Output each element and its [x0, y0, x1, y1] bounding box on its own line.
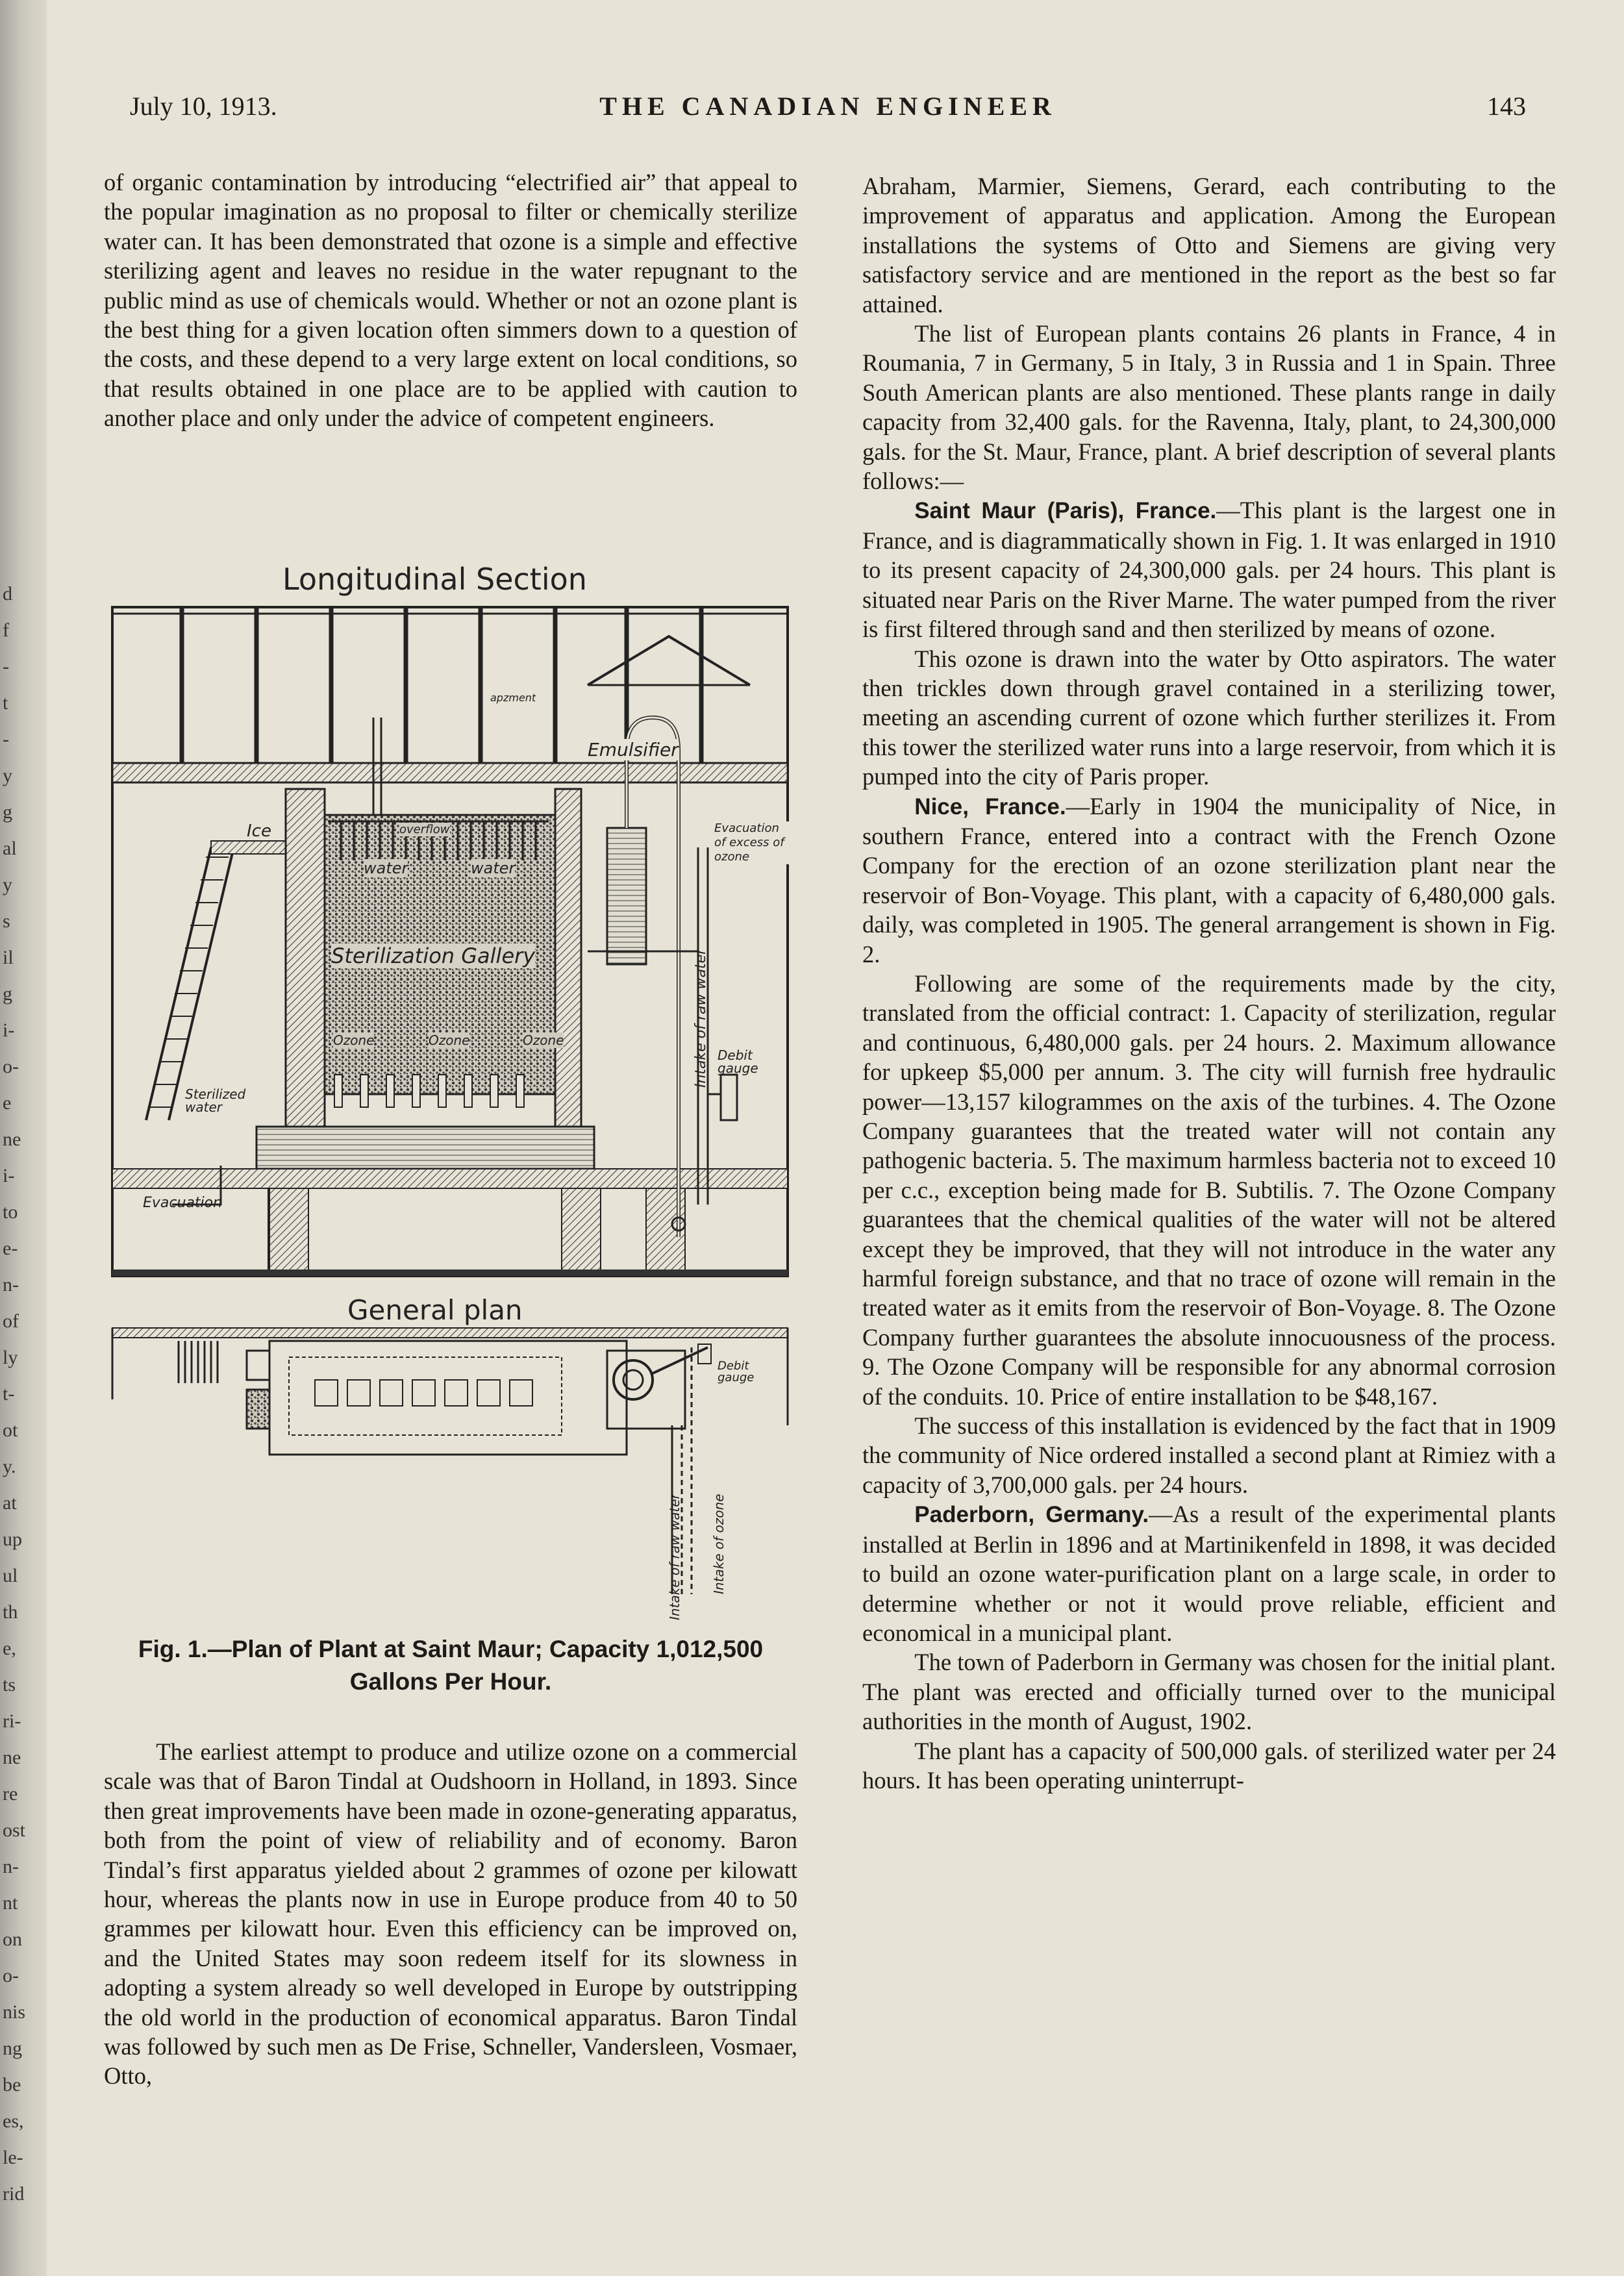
paragraph — [862, 1499, 1556, 1647]
paragraph — [862, 792, 1556, 969]
page-number: 143 — [1487, 92, 1526, 121]
debit-gauge-section-label: Debit gauge — [718, 1047, 758, 1076]
paragraph — [862, 495, 1556, 644]
left-column-bottom — [104, 1737, 797, 2091]
ice-label: Ice — [247, 821, 271, 841]
gutter-fragment: le- — [3, 2147, 23, 2168]
gutter-fragment: of — [3, 1310, 19, 1332]
gutter-fragment: s — [3, 910, 10, 932]
binding-gutter — [0, 0, 47, 2276]
paragraph: of organic contamination by introducing “electrified air” that appeal to the popular imagination as no proposal to filter or chemically sterilize water can. It has been demonstrated that ozone is a simple and effective sterilizing agent and leaves no residue in the water repugnant to the public mind as use of chemicals would. Whether or not an ozone plant is the best thing for a given location often simmers down to a question of the costs, and these depend to a very large extent on local conditions, so that results obtained in one place are to be applied with caution to another place and only under the advice of competent engineers. — [104, 169, 797, 432]
gutter-fragment: ne — [3, 1747, 21, 1768]
paragraph-text: —Early in 1904 the municipality of Nice, in southern France, entered into a contract with the French Ozone Company for the erection of an ozone sterilization plant near the reservoir of Bon-Voyage. This plant, with a capacity of 6,480,000 gals. daily, was completed in 1905. The general arrangement is shown in Fig. 2. — [862, 792, 1556, 968]
paragraph: The success of this installation is evidenced by the fact that in 1909 the community of Nice ordered installed a second plant at Rimiez with a capacity of 3,700,000 gals. per 24 hours. — [862, 1412, 1556, 1498]
gutter-fragment: e — [3, 1092, 12, 1114]
gutter-fragment: - — [3, 729, 9, 750]
paragraph: The plant has a capacity of 500,000 gals. of sterilized water per 24 hours. It has been operating uninterrupt- — [862, 1737, 1556, 1794]
header-date: July 10, 1913. — [130, 92, 277, 121]
overflow-label: overflow — [399, 823, 450, 836]
gutter-fragment: e, — [3, 1638, 16, 1659]
gutter-fragment: ly — [3, 1347, 18, 1368]
gutter-fragment: on — [3, 1929, 22, 1950]
gutter-fragment: y — [3, 765, 12, 786]
gutter-fragment: rid — [3, 2183, 25, 2205]
gutter-fragment: g — [3, 983, 12, 1005]
apzment-label: apzment — [490, 692, 536, 704]
gutter-fragment: ul — [3, 1565, 18, 1586]
ozone-label-1: Ozone — [333, 1032, 375, 1048]
intake-raw-water-section-label: Intake of raw water — [693, 948, 709, 1088]
gutter-fragment: f — [3, 619, 9, 641]
figure-caption: Fig. 1.—Plan of Plant at Saint Maur; Capacity 1,012,500 Gallons Per Hour. — [138, 1636, 764, 1695]
ozone-label-3: Ozone — [523, 1032, 564, 1048]
gutter-fragment: o- — [3, 1056, 19, 1077]
journal-title: THE CANADIAN ENGINEER — [599, 92, 1056, 121]
paragraph: Following are some of the requirements made by the city, translated from the official contract: 1. Capacity of sterilization, regular and continuous, 6,480,000 gals. per 24 hours. 2. Maximum allowance for upkeep $5,000 per annum. 3. The city will furnish free hydraulic power—13,157 kilogrammes on the axis of the turbines. 4. The Ozone Company guarantees that the treated water will not contain any pathogenic bacteria. 5. The maximum harmless bacteria not to exceed 10 per c.c., exception being made for B. Subtilis. 7. The Ozone Company guarantees that the chemical qualities of the water will not be altered except they be improved, that they will not introduce in the water any harmful foreign substance, and that no trace of ozone will remain in the treated water as it emits from the reservoir of Bon-Voyage. 8. The Ozone Company further guarantees the absolute innocuousness of the process. 9. The Ozone Company will be responsible for any abnormal corrosion of the conduits. 10. Price of entire installation to be $48,167. — [862, 969, 1556, 1410]
gutter-fragment: nt — [3, 1892, 18, 1914]
evacuation-label: Evacuation — [143, 1195, 223, 1211]
gutter-fragment: t — [3, 692, 8, 714]
gutter-fragment: ng — [3, 2038, 22, 2059]
gutter-fragment: up — [3, 1529, 22, 1550]
gutter-fragment: g — [3, 801, 12, 823]
gutter-fragment: es, — [3, 2110, 24, 2132]
gutter-fragment: to — [3, 1201, 18, 1223]
plan-title: General plan — [347, 1294, 523, 1326]
gutter-fragment: n- — [3, 1274, 19, 1295]
running-header — [130, 91, 1526, 130]
gutter-fragment: ts — [3, 1674, 16, 1695]
paragraph: The earliest attempt to produce and utilize ozone on a commercial scale was that of Baron Tindal at Oudshoorn in Holland, in 1893. Since then great improvements have been made in ozone-generating apparatus, both from the point of view of reliability and of economy. Baron Tindal’s first apparatus yielded about 2 grammes of ozone per kilowatt hour, whereas the plants now in use in Europe produce from 40 to 50 grammes per kilowatt hour. Even this efficiency can be improved on, and the United States may soon redeem itself for its slowness in adopting a system already so well developed in Europe by outstripping the old world in the production of economical apparatus. Baron Tindal was followed by such men as De Frise, Schneller, Vandersleen, Vosmaer, Otto, — [104, 1738, 797, 2090]
ozone-label-2: Ozone — [429, 1032, 470, 1048]
gutter-fragment: ne — [3, 1129, 21, 1150]
gutter-fragment: il — [3, 947, 14, 968]
gutter-fragment: d — [3, 583, 12, 605]
gutter-fragment: i- — [3, 1019, 15, 1041]
gutter-fragment: at — [3, 1492, 17, 1514]
gutter-fragment: - — [3, 656, 9, 677]
paragraph-text: —This plant is the largest one in France, and is diagrammatically shown in Fig. 1. It was enlarged in 1910 to its present capacity of 24,300,000 gals. per 24 hours. This plant is situated near Paris on the River Marne. The water pumped from the river is first filtered through sand and then sterilized by means of ozone. — [862, 497, 1556, 643]
gutter-fragment: o- — [3, 1965, 19, 1986]
water-label-right: water — [471, 859, 516, 877]
gutter-fragment: th — [3, 1601, 18, 1623]
paragraph: This ozone is drawn into the water by Otto aspirators. The water then trickles down through gravel contained in a sterilizing tower, meeting an ascending current of ozone which further sterilizes it. From this tower the sterilized water runs into a large reservoir, from which it is pumped into the city of Paris proper. — [862, 645, 1556, 790]
gutter-fragment: nis — [3, 2001, 26, 2023]
section-title: Longitudinal Section — [282, 562, 587, 597]
sterilized-water-label: Sterilized water — [185, 1086, 246, 1115]
figure-1 — [107, 555, 795, 1633]
debit-gauge-plan-label: Debit gauge — [718, 1359, 755, 1384]
water-label-left: water — [364, 859, 408, 877]
gutter-fragment: y. — [3, 1456, 16, 1477]
emulsifier-label: Emulsifier — [588, 739, 679, 760]
gutter-fragment: ost — [3, 1820, 26, 1841]
gutter-fragment: i- — [3, 1165, 15, 1186]
section-heading-paderborn: Paderborn, Germany. — [914, 1502, 1149, 1528]
intake-ozone-plan-label: Intake of ozone — [711, 1494, 727, 1594]
left-column-top — [104, 168, 797, 433]
intake-raw-water-plan-label: Intake of raw water — [667, 1494, 682, 1620]
section-heading-nice: Nice, France. — [914, 794, 1066, 819]
gutter-fragment: n- — [3, 1856, 19, 1877]
paragraph: Abraham, Marmier, Siemens, Gerard, each contributing to the improvement of apparatus and application. Among the European installations the systems of Otto and Siemens are giving very satisfactory service and are mentioned in the report as the best so far attained. — [862, 173, 1556, 318]
gutter-fragment: y — [3, 874, 12, 895]
evacuation-excess-label: Evacuation of excess of ozone — [714, 821, 789, 864]
paragraph: The list of European plants contains 26 plants in France, 4 in Roumania, 7 in Germany, 5 in Italy, 3 in Russia and 1 in Spain. Three South American plants are also mentioned. These plants range in daily capacity from 32,400 gals. for the Ravenna, Italy, plant, to 24,300,000 gals. for the St. Maur, France, plant. A brief description of several plants follows:— — [862, 320, 1556, 495]
section-heading-saint-maur: Saint Maur (Paris), France. — [914, 498, 1217, 524]
paragraph: The town of Paderborn in Germany was chosen for the initial plant. The plant was erected and officially turned over to the municipal authorities in the month of August, 1902. — [862, 1649, 1556, 1735]
gutter-fragment: t- — [3, 1383, 15, 1405]
sterilization-gallery-label: Sterilization Gallery — [331, 944, 536, 968]
paragraph-text: —As a result of the experimental plants installed at Berlin in 1896 and at Martinikenfeld in 1898, it was decided to build an ozone water-purification plant on a large scale, in order to determine whether or not it would prove reliable, efficient and economical in a municipal plant. — [862, 1501, 1556, 1646]
gutter-fragment: be — [3, 2074, 21, 2095]
gutter-fragment: re — [3, 1783, 18, 1805]
gutter-fragment: e- — [3, 1238, 18, 1259]
gutter-fragment: al — [3, 838, 17, 859]
gutter-fragment: ri- — [3, 1710, 21, 1732]
right-column — [862, 171, 1556, 1795]
gutter-fragment: ot — [3, 1419, 18, 1441]
